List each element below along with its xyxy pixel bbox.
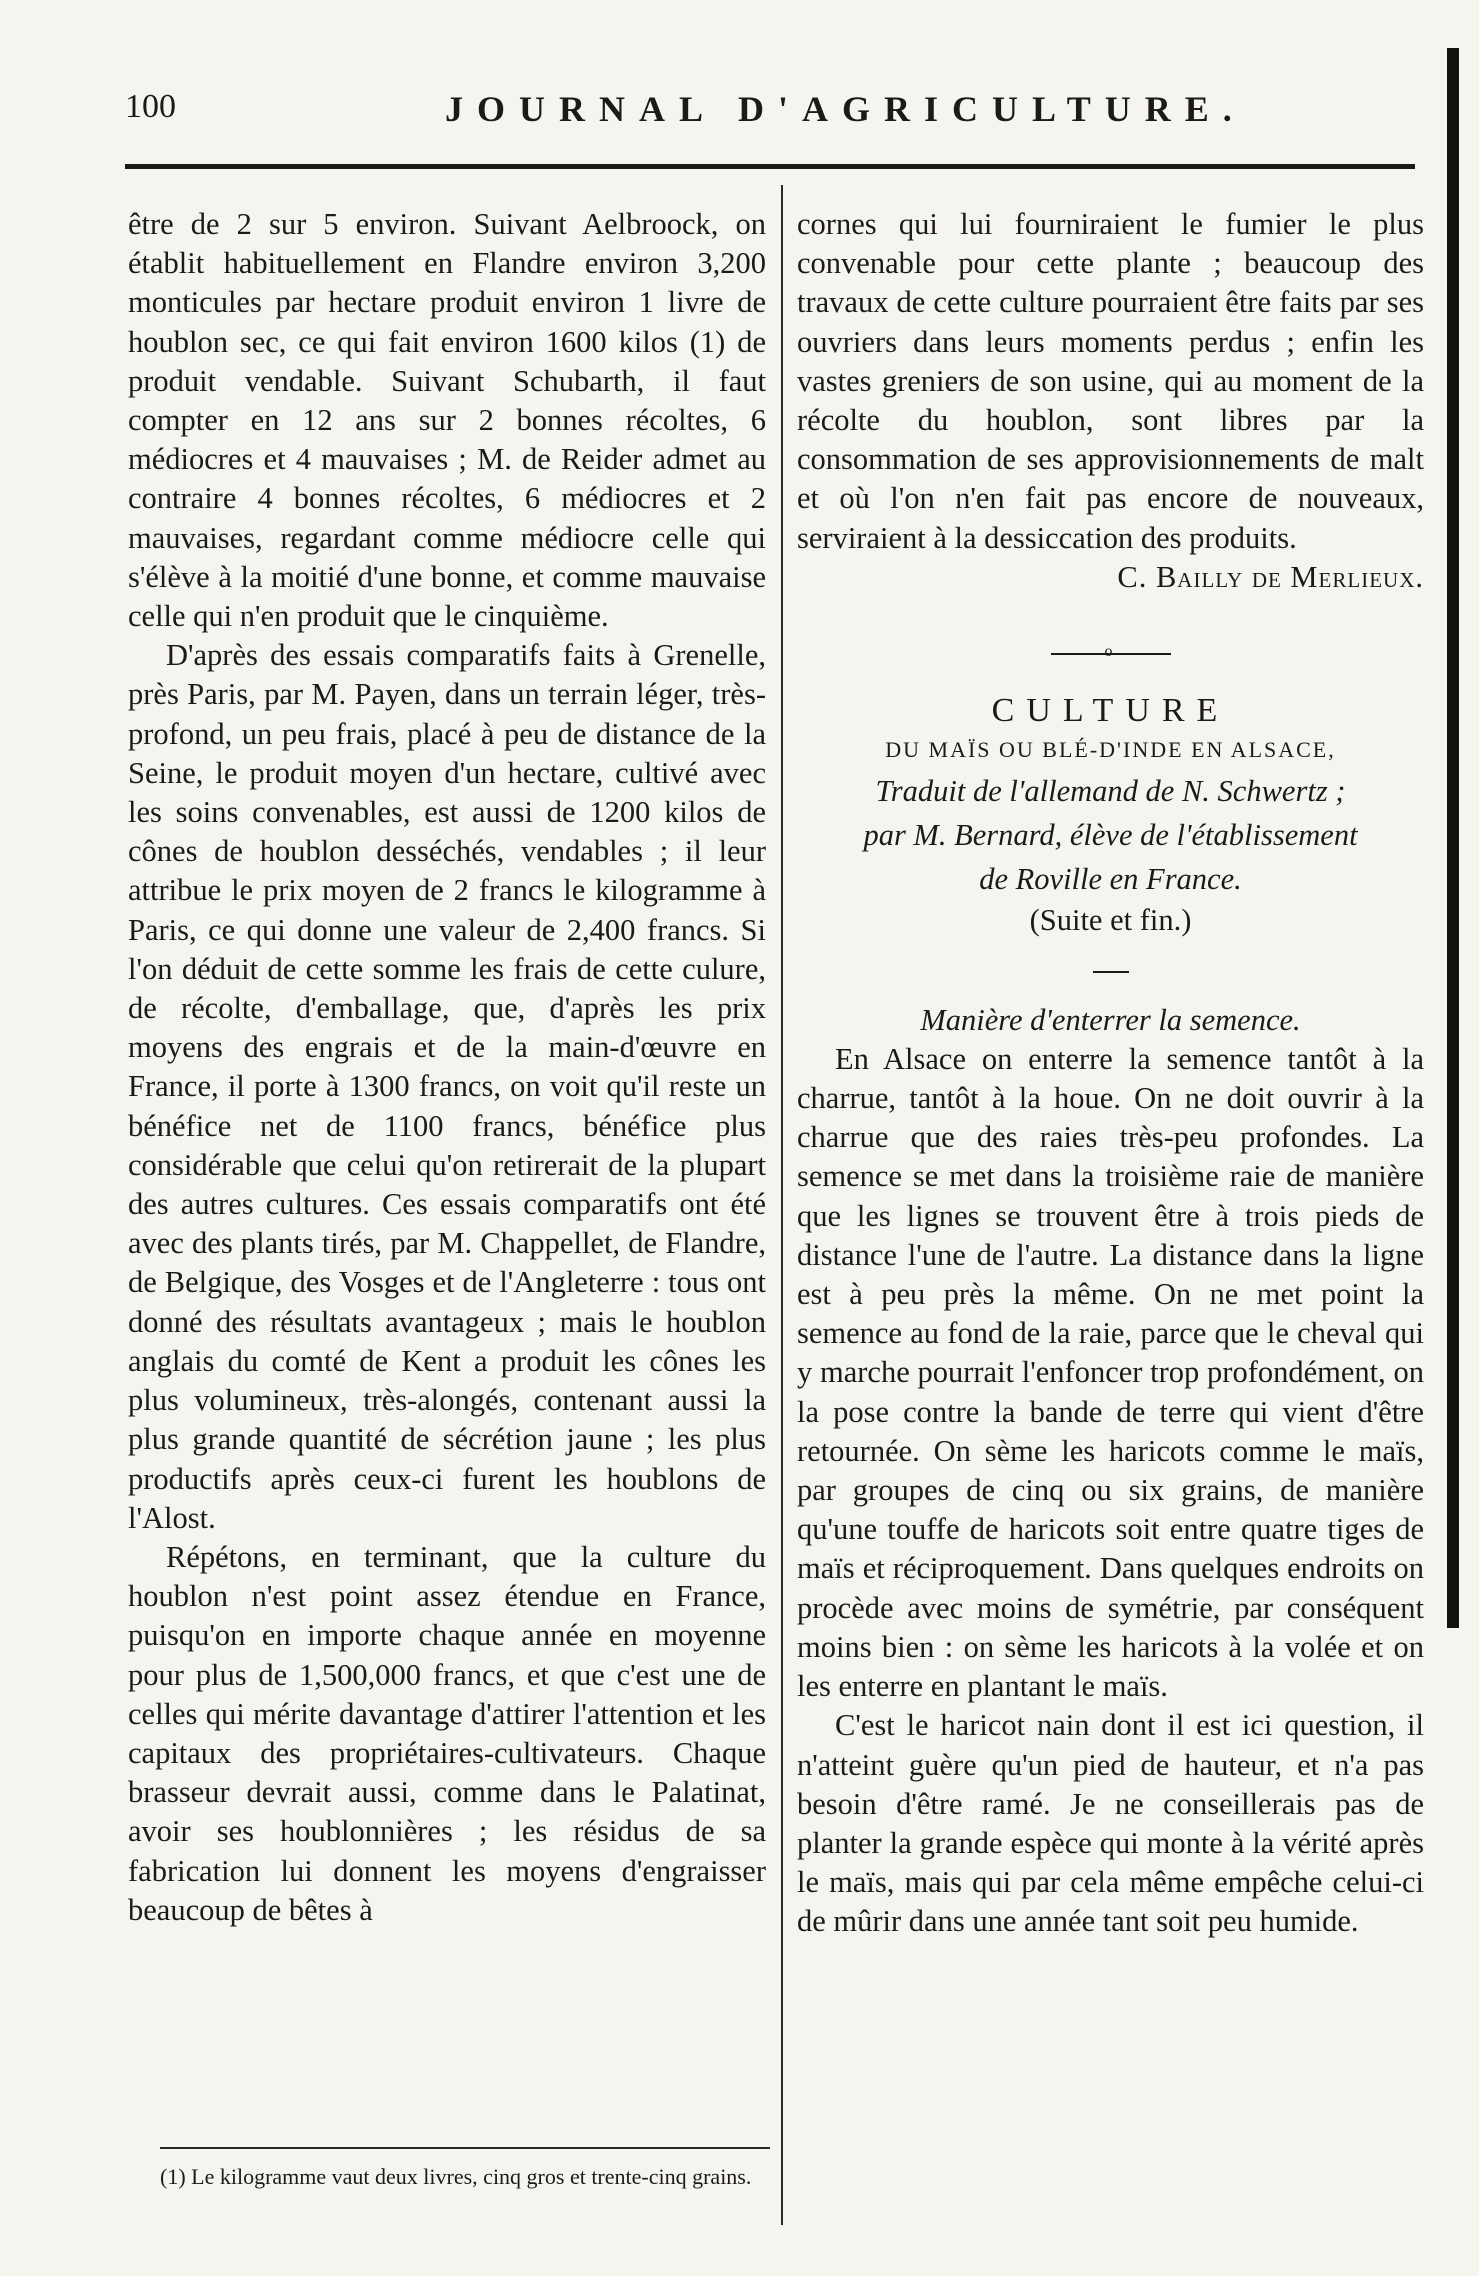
column-divider <box>781 185 783 2225</box>
section-subtitle: DU MAÏS OU BLÉ-D'INDE EN ALSACE, <box>885 737 1336 763</box>
divider-mark: o <box>1104 643 1113 661</box>
translation-credit-line: Traduit de l'allemand de N. Schwertz ; <box>875 774 1346 809</box>
translation-credit-line: de Roville en France. <box>979 862 1242 897</box>
left-column <box>128 205 766 1930</box>
section-title: CULTURE <box>991 692 1230 730</box>
paragraph: C'est le haricot nain dont il est ici question, il n'atteint guère qu'un pied de hauteur, et n'a pas besoin d'être ramé. Je ne conseillerais pas de planter la grande espèce qui monte à la vérité après le maïs, mais qui par cela même empêche celui-ci de mûrir dans une année tant soit peu humide. <box>797 1708 1424 1939</box>
page-edge-shadow <box>1447 48 1459 1628</box>
right-column <box>797 205 1424 1942</box>
paragraph: En Alsace on enterre la semence tantôt à la charrue, tantôt à la houe. On ne doit ouvrir à la charrue que des raies très-peu profondes. La semence se met dans la troisième raie de manière que les lignes se trouvent être à trois pieds de distance l'une de l'autre. La distance dans la ligne est à peu près la même. On ne met point la semence au fond de la raie, parce que le cheval qui y marche pourrait l'enfoncer trop profondément, on la pose contre la bande de terre qui vient d'être retournée. On sème les haricots comme le maïs, par groupes de cinq ou six grains, de manière qu'une touffe de haricots soit entre quatre tiges de maïs et réciproquement. Dans quelques endroits on procède avec moins de symétrie, par conséquent moins bien : on sème les haricots à la volée et on les enterre en plantant le maïs. <box>797 1041 1424 1704</box>
running-title: JOURNAL D'AGRICULTURE. <box>445 89 1246 129</box>
paragraph: être de 2 sur 5 environ. Suivant Aelbroock, on établit habituellement en Flandre environ 3,200 monticules par hectare produit environ 1 livre de houblon sec, ce qui fait environ 1600 kilos (1) de produit vendable. Suivant Schubarth, il faut compter en 12 ans sur 2 bonnes récoltes, 6 médiocres et 4 mauvaises ; M. de Reider admet au contraire 4 bonnes récoltes, 6 médiocres et 2 mauvaises, regardant comme médiocre celle qui s'élève à la moitié d'une bonne, et comme mauvaise celle qui n'en produit que le cinquième. <box>128 207 766 634</box>
footnote: (1) Le kilogramme vaut deux livres, cinq gros et trente-cinq grains. <box>160 2164 752 2189</box>
translation-credit-line: par M. Bernard, élève de l'établissement <box>863 818 1358 853</box>
page-header <box>125 88 1415 138</box>
section-divider <box>1051 643 1171 661</box>
continuation-note: (Suite et fin.) <box>1029 903 1192 938</box>
header-rule <box>125 164 1415 169</box>
paragraph: D'après des essais comparatifs faits à Grenelle, près Paris, par M. Payen, dans un terrain léger, très-profond, un peu frais, placé à peu de distance de la Seine, le produit moyen d'un hectare, cultivé avec les soins convenables, est aussi de 1200 kilos de cônes de houblon desséchés, vendables ; il leur attribue le prix moyen de 2 francs le kilogramme à Paris, ce qui donne une valeur de 2,400 francs. Si l'on déduit de cette somme les frais de cette culure, de récolte, d'emballage, que, d'après les prix moyens des engrais et de la main-d'œuvre en France, il porte à 1300 francs, on voit qu'il reste un bénéfice net de 1100 francs, bénéfice plus considérable que celui qu'on retirerait de la plupart des autres cultures. Ces essais comparatifs ont été avec des plants tirés, par M. Chappellet, de Flandre, de Belgique, des Vosges et de l'Angleterre : tous ont donné des résultats avantageux ; mais le houblon anglais du comté de Kent a produit les cônes les plus volumineux, très-alongés, contenant aussi la plus grande quantité de sécrétion jaune ; les plus productifs après ceux-ci furent les houblons de l'Alost. <box>128 638 766 1535</box>
sub-heading: Manière d'enterrer la semence. <box>920 1002 1301 1037</box>
author-signature: C. Bailly de Merlieux. <box>1117 559 1424 594</box>
paragraph-continuation: cornes qui lui fourniraient le fumier le plus convenable pour cette plante ; beaucoup des travaux de cette culture pourraient être faits par ses ouvriers dans leurs moments perdus ; enfin les vastes greniers de son usine, qui au moment de la récolte du houblon, sont libres par la consommation de ses approvisionnements de malt et où l'on n'en fait pas encore de nouveaux, serviraient à la dessiccation des produits. <box>797 207 1424 555</box>
page-number: 100 <box>125 88 176 125</box>
short-dash-rule <box>1093 971 1129 973</box>
footnote-rule <box>160 2147 770 2149</box>
paragraph: Répétons, en terminant, que la culture du houblon n'est point assez étendue en France, puisqu'on en importe chaque année en moyenne pour plus de 1,500,000 francs, et que c'est une de celles qui mérite davantage d'attirer l'attention et les capitaux des propriétaires-cultivateurs. Chaque brasseur devrait aussi, comme dans le Palatinat, avoir ses houblonnières ; les résidus de sa fabrication lui donnent les moyens d'engraisser beaucoup de bêtes à <box>128 1539 766 1927</box>
